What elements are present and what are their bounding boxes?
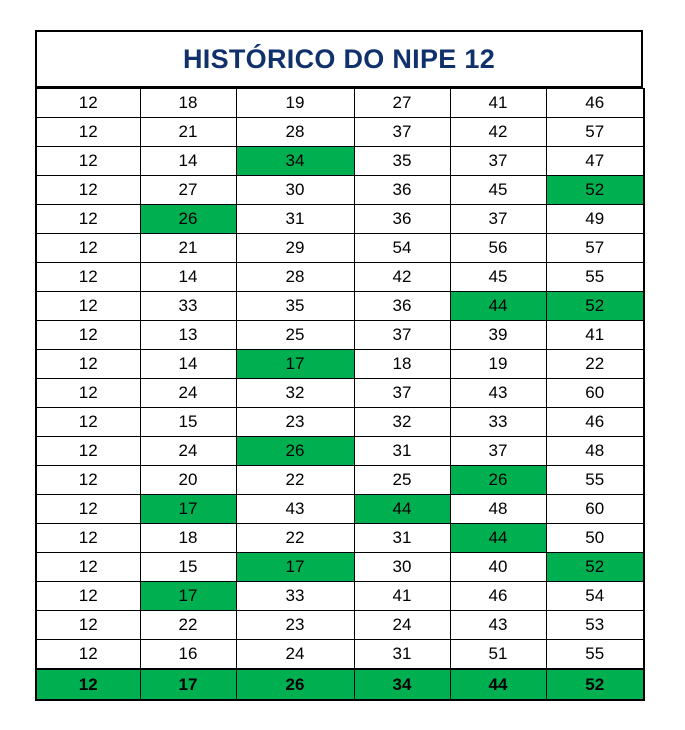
total-cell: 26 xyxy=(236,669,354,700)
table-cell: 60 xyxy=(546,495,644,524)
highlighted-cell: 26 xyxy=(140,205,236,234)
table-cell: 12 xyxy=(36,147,140,176)
table-cell: 31 xyxy=(354,437,450,466)
highlighted-cell: 17 xyxy=(140,495,236,524)
table-cell: 31 xyxy=(354,640,450,670)
table-row xyxy=(36,292,644,321)
table-row xyxy=(36,495,644,524)
table-row xyxy=(36,205,644,234)
table-row xyxy=(36,466,644,495)
total-cell: 17 xyxy=(140,669,236,700)
table-cell: 12 xyxy=(36,321,140,350)
table-cell: 30 xyxy=(354,553,450,582)
highlighted-cell: 44 xyxy=(354,495,450,524)
table-cell: 25 xyxy=(236,321,354,350)
table-cell: 19 xyxy=(450,350,546,379)
table-cell: 37 xyxy=(354,118,450,147)
table-cell: 39 xyxy=(450,321,546,350)
table-cell: 18 xyxy=(140,89,236,118)
table-cell: 32 xyxy=(354,408,450,437)
table-cell: 12 xyxy=(36,118,140,147)
table-row xyxy=(36,640,644,670)
table-cell: 14 xyxy=(140,350,236,379)
table-cell: 13 xyxy=(140,321,236,350)
table-cell: 46 xyxy=(450,582,546,611)
table-cell: 21 xyxy=(140,234,236,263)
table-cell: 46 xyxy=(546,89,644,118)
table-cell: 48 xyxy=(546,437,644,466)
table-cell: 27 xyxy=(140,176,236,205)
table-body xyxy=(36,89,644,701)
highlighted-cell: 26 xyxy=(450,466,546,495)
table-cell: 12 xyxy=(36,350,140,379)
total-cell: 52 xyxy=(546,669,644,700)
table-cell: 36 xyxy=(354,176,450,205)
table-cell: 45 xyxy=(450,176,546,205)
table-cell: 54 xyxy=(546,582,644,611)
table-cell: 36 xyxy=(354,292,450,321)
highlighted-cell: 17 xyxy=(236,553,354,582)
table-cell: 43 xyxy=(236,495,354,524)
table-cell: 33 xyxy=(140,292,236,321)
table-row xyxy=(36,408,644,437)
total-cell: 34 xyxy=(354,669,450,700)
table-cell: 53 xyxy=(546,611,644,640)
table-cell: 60 xyxy=(546,379,644,408)
table-cell: 22 xyxy=(236,524,354,553)
table-cell: 12 xyxy=(36,437,140,466)
table-cell: 15 xyxy=(140,553,236,582)
table-cell: 33 xyxy=(450,408,546,437)
table-cell: 37 xyxy=(450,147,546,176)
table-cell: 24 xyxy=(354,611,450,640)
table-cell: 12 xyxy=(36,234,140,263)
table-row xyxy=(36,350,644,379)
table-cell: 47 xyxy=(546,147,644,176)
table-cell: 25 xyxy=(354,466,450,495)
table-cell: 22 xyxy=(236,466,354,495)
table-cell: 12 xyxy=(36,205,140,234)
table-cell: 48 xyxy=(450,495,546,524)
highlighted-cell: 17 xyxy=(236,350,354,379)
table-cell: 50 xyxy=(546,524,644,553)
table-cell: 15 xyxy=(140,408,236,437)
table-row xyxy=(36,89,644,118)
table-cell: 37 xyxy=(354,321,450,350)
table-cell: 12 xyxy=(36,553,140,582)
table-row xyxy=(36,379,644,408)
page-title: HISTÓRICO DO NIPE 12 xyxy=(35,30,643,88)
table-cell: 54 xyxy=(354,234,450,263)
table-cell: 12 xyxy=(36,640,140,670)
table-cell: 37 xyxy=(354,379,450,408)
table-cell: 56 xyxy=(450,234,546,263)
table-cell: 12 xyxy=(36,582,140,611)
table-cell: 12 xyxy=(36,176,140,205)
table-cell: 12 xyxy=(36,89,140,118)
table-cell: 31 xyxy=(236,205,354,234)
table-cell: 18 xyxy=(140,524,236,553)
highlighted-cell: 52 xyxy=(546,176,644,205)
table-cell: 21 xyxy=(140,118,236,147)
table-cell: 23 xyxy=(236,611,354,640)
table-cell: 12 xyxy=(36,408,140,437)
table-cell: 49 xyxy=(546,205,644,234)
table-cell: 45 xyxy=(450,263,546,292)
table-cell: 29 xyxy=(236,234,354,263)
table-cell: 43 xyxy=(450,611,546,640)
table-cell: 51 xyxy=(450,640,546,670)
table-cell: 33 xyxy=(236,582,354,611)
table-cell: 28 xyxy=(236,118,354,147)
table-row xyxy=(36,147,644,176)
table-cell: 41 xyxy=(354,582,450,611)
highlighted-cell: 52 xyxy=(546,553,644,582)
table-cell: 22 xyxy=(546,350,644,379)
highlighted-cell: 52 xyxy=(546,292,644,321)
table-cell: 14 xyxy=(140,263,236,292)
table-cell: 30 xyxy=(236,176,354,205)
table-cell: 28 xyxy=(236,263,354,292)
table-row xyxy=(36,263,644,292)
table-cell: 37 xyxy=(450,437,546,466)
table-cell: 35 xyxy=(236,292,354,321)
table-cell: 12 xyxy=(36,379,140,408)
table-cell: 46 xyxy=(546,408,644,437)
table-cell: 35 xyxy=(354,147,450,176)
table-cell: 12 xyxy=(36,292,140,321)
table-cell: 20 xyxy=(140,466,236,495)
table-cell: 36 xyxy=(354,205,450,234)
results-table xyxy=(35,88,645,701)
table-cell: 12 xyxy=(36,263,140,292)
table-cell: 22 xyxy=(140,611,236,640)
table-row xyxy=(36,234,644,263)
table-row xyxy=(36,176,644,205)
table-row xyxy=(36,611,644,640)
table-cell: 24 xyxy=(140,379,236,408)
table-cell: 24 xyxy=(236,640,354,670)
table-cell: 23 xyxy=(236,408,354,437)
table-cell: 57 xyxy=(546,118,644,147)
table-cell: 43 xyxy=(450,379,546,408)
table-row xyxy=(36,118,644,147)
total-cell: 44 xyxy=(450,669,546,700)
table-cell: 55 xyxy=(546,640,644,670)
table-cell: 42 xyxy=(354,263,450,292)
highlighted-cell: 44 xyxy=(450,292,546,321)
highlighted-cell: 17 xyxy=(140,582,236,611)
table-cell: 55 xyxy=(546,263,644,292)
table-cell: 18 xyxy=(354,350,450,379)
table-row xyxy=(36,524,644,553)
table-row xyxy=(36,437,644,466)
table-cell: 16 xyxy=(140,640,236,670)
table-cell: 41 xyxy=(450,89,546,118)
table-cell: 40 xyxy=(450,553,546,582)
highlighted-cell: 34 xyxy=(236,147,354,176)
table-cell: 12 xyxy=(36,466,140,495)
table-cell: 27 xyxy=(354,89,450,118)
table-cell: 12 xyxy=(36,524,140,553)
table-row xyxy=(36,321,644,350)
table-row xyxy=(36,553,644,582)
table-cell: 37 xyxy=(450,205,546,234)
table-cell: 12 xyxy=(36,495,140,524)
highlighted-cell: 26 xyxy=(236,437,354,466)
table-row xyxy=(36,582,644,611)
history-sheet xyxy=(35,30,643,701)
table-cell: 14 xyxy=(140,147,236,176)
table-cell: 41 xyxy=(546,321,644,350)
total-cell: 12 xyxy=(36,669,140,700)
table-cell: 57 xyxy=(546,234,644,263)
total-row xyxy=(36,669,644,700)
table-cell: 55 xyxy=(546,466,644,495)
table-cell: 19 xyxy=(236,89,354,118)
table-cell: 31 xyxy=(354,524,450,553)
table-cell: 12 xyxy=(36,611,140,640)
table-cell: 42 xyxy=(450,118,546,147)
highlighted-cell: 44 xyxy=(450,524,546,553)
table-cell: 32 xyxy=(236,379,354,408)
table-cell: 24 xyxy=(140,437,236,466)
